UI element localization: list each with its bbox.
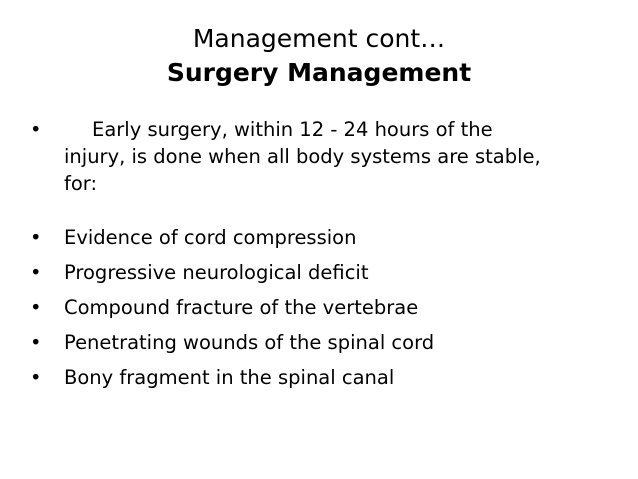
bullet-dot: • xyxy=(30,331,42,354)
list-item-text: Bony fragment in the spinal canal xyxy=(64,366,395,389)
list-item-text: Evidence of cord compression xyxy=(64,226,357,249)
list-item-text: Progressive neurological deficit xyxy=(64,261,369,284)
slide-body xyxy=(30,116,630,399)
title-line-subtitle: Surgery Management xyxy=(166,58,472,87)
list-item xyxy=(30,364,630,391)
intro-line-1: Early surgery, within 12 - 24 hours of the xyxy=(92,118,493,141)
intro-line-2: injury, is done when all body systems are stable, xyxy=(64,145,541,168)
list-item xyxy=(30,329,630,356)
intro-line-3: for: xyxy=(64,172,98,195)
list-item-text: Penetrating wounds of the spinal cord xyxy=(64,331,435,354)
slide-title xyxy=(0,22,638,90)
bullet-dot: • xyxy=(30,118,42,141)
title-line-main: Management cont… xyxy=(192,24,446,53)
list-item-text: Compound fracture of the vertebrae xyxy=(64,296,419,319)
bullet-dot: • xyxy=(30,366,42,389)
list-item xyxy=(30,224,630,251)
intro-bullet xyxy=(30,116,630,197)
bullet-dot: • xyxy=(30,226,42,249)
list-item xyxy=(30,294,630,321)
bullet-dot: • xyxy=(30,296,42,319)
indication-list xyxy=(30,224,630,391)
bullet-dot: • xyxy=(30,261,42,284)
list-item xyxy=(30,259,630,286)
